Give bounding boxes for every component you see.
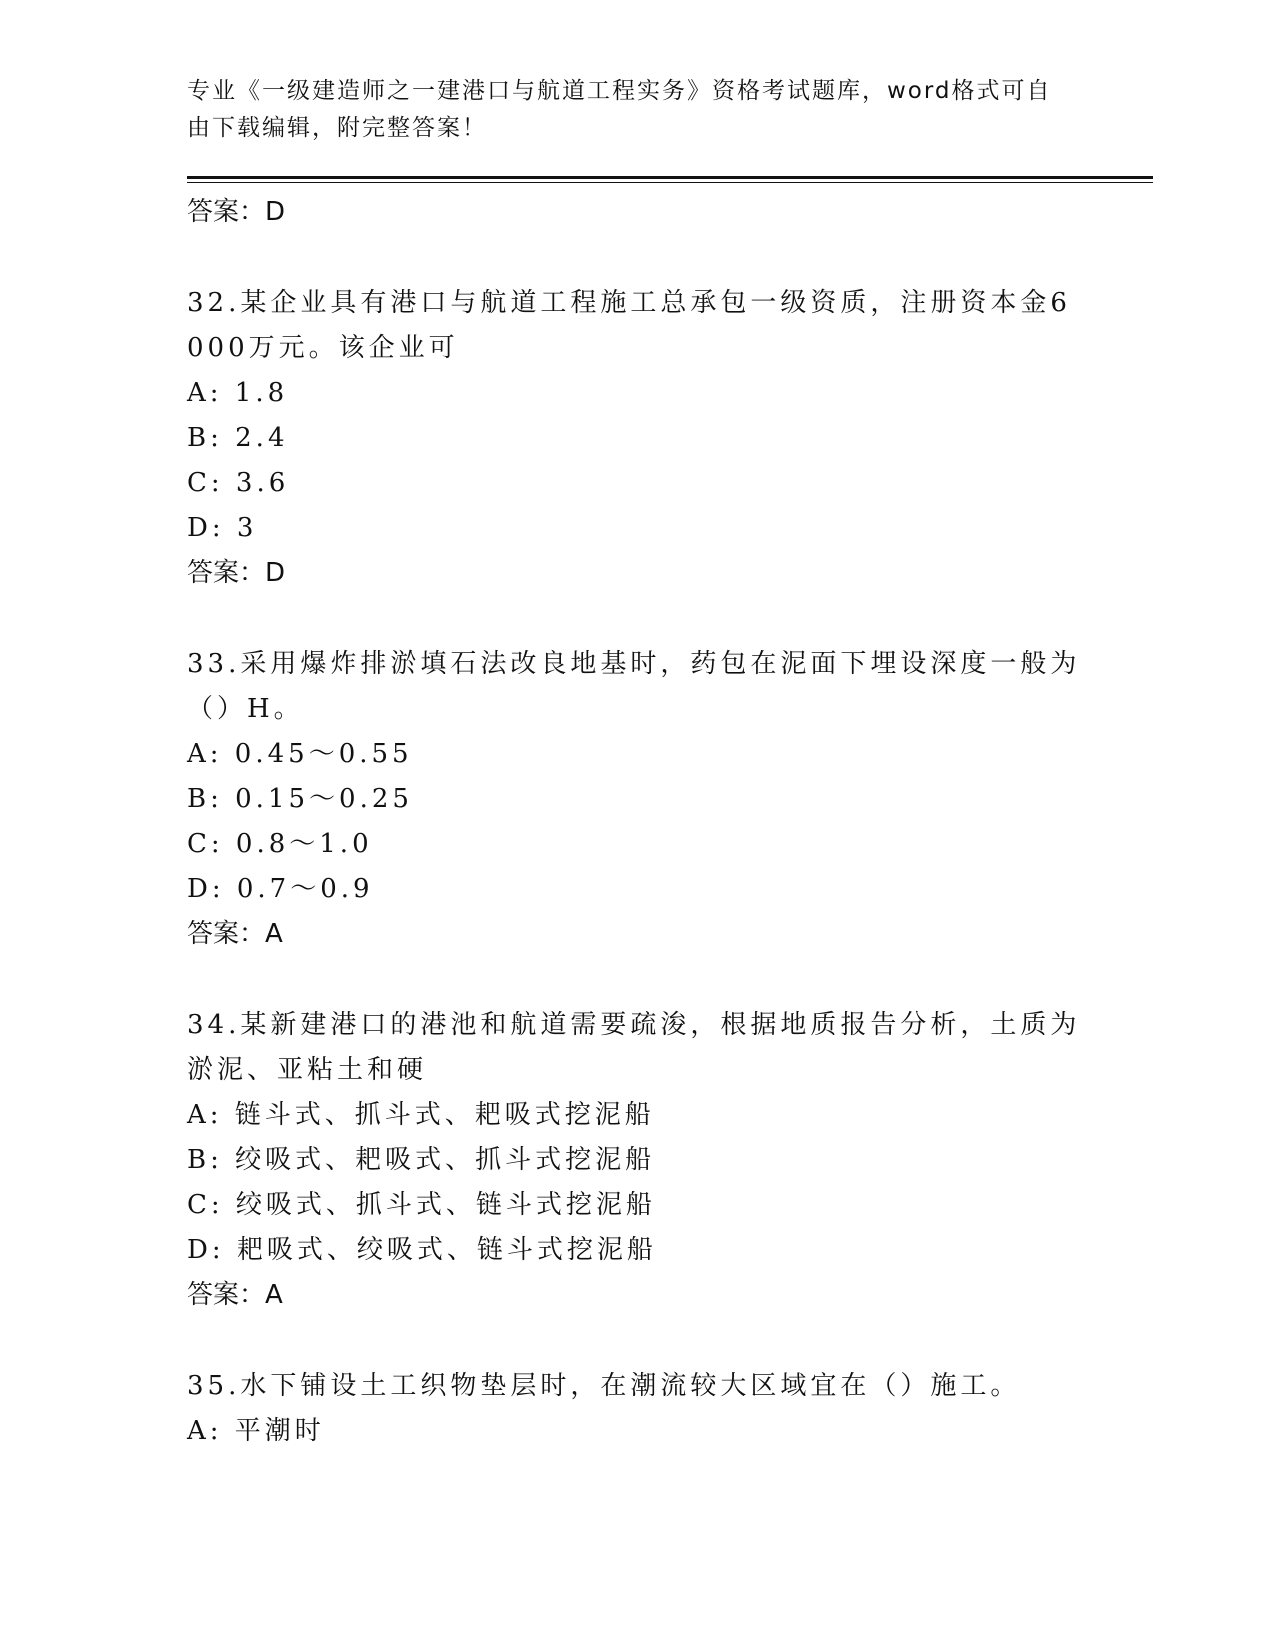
option-a: A: 0.45～0.55: [187, 739, 413, 769]
option-c: C: 3.6: [187, 468, 290, 498]
answer-line: 答案：A: [187, 919, 283, 949]
question-35: [187, 1364, 1087, 1454]
option-b: B: 0.15～0.25: [187, 784, 413, 814]
answer-line: 答案：A: [187, 1280, 283, 1310]
option-d: D: 3: [187, 513, 258, 543]
option-b: B: 绞吸式、耙吸式、抓斗式挖泥船: [187, 1145, 656, 1175]
option-b: B: 2.4: [187, 423, 289, 453]
option-a: A: 1.8: [187, 378, 289, 408]
answer-line: 答案：D: [187, 197, 286, 227]
question-text: 33.采用爆炸排淤填石法改良地基时，药包在泥面下埋设深度一般为（）H。: [187, 649, 1081, 724]
option-c: C: 绞吸式、抓斗式、链斗式挖泥船: [187, 1190, 656, 1220]
header-divider-thin: [187, 182, 1153, 183]
answer-line: 答案：D: [187, 558, 286, 588]
question-text: 32.某企业具有港口与航道工程施工总承包一级资质，注册资本金6000万元。该企业可: [187, 288, 1071, 363]
option-a: A: 平潮时: [187, 1416, 325, 1446]
question-33: [187, 642, 1087, 1003]
question-34: [187, 1003, 1087, 1364]
question-text: 35.水下铺设土工织物垫层时，在潮流较大区域宜在（）施工。: [187, 1371, 1021, 1401]
question-list: [187, 190, 1087, 1454]
header-divider-thick: [187, 176, 1153, 179]
question-text: 34.某新建港口的港池和航道需要疏浚，根据地质报告分析，土质为淤泥、亚粘土和硬: [187, 1010, 1081, 1085]
option-c: C: 0.8～1.0: [187, 829, 373, 859]
page-header: 专业《一级建造师之一建港口与航道工程实务》资格考试题库，word格式可自由下载编辑，附完整答案！: [187, 78, 1052, 141]
option-a: A: 链斗式、抓斗式、耙吸式挖泥船: [187, 1100, 655, 1130]
question-32: [187, 281, 1087, 642]
option-d: D: 耙吸式、绞吸式、链斗式挖泥船: [187, 1235, 657, 1265]
option-d: D: 0.7～0.9: [187, 874, 374, 904]
